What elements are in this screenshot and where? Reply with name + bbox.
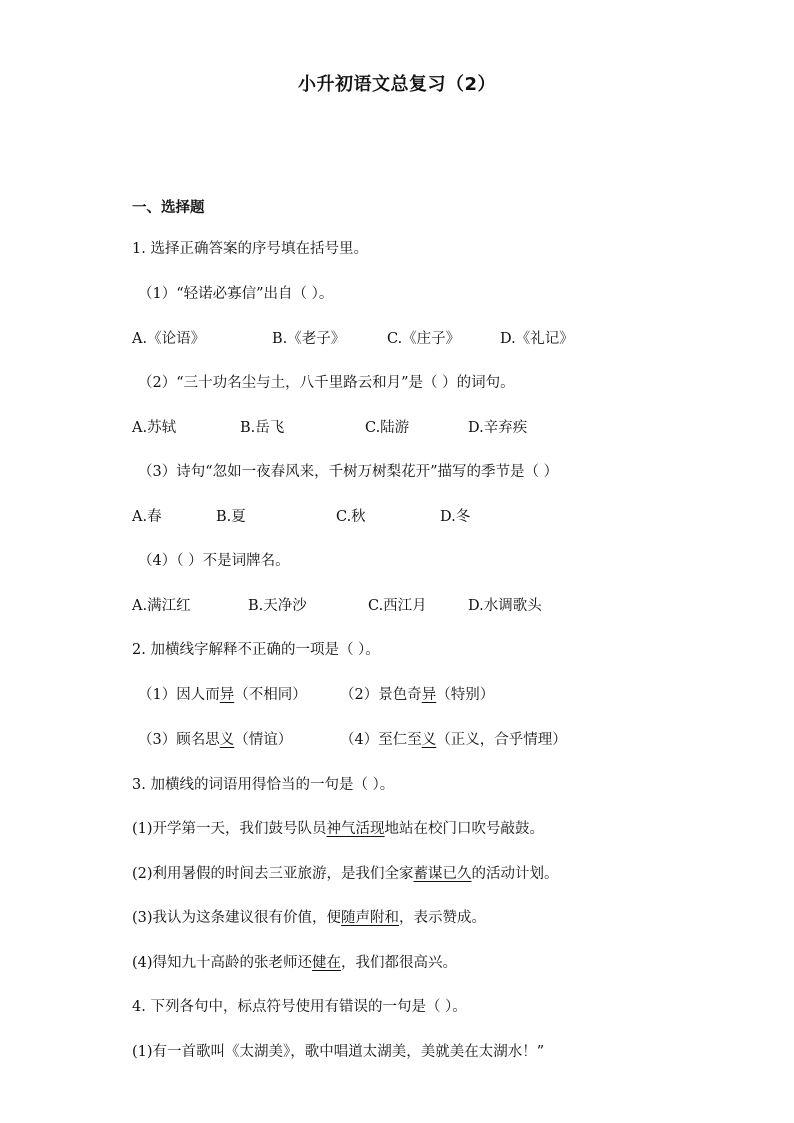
q1-sub4-option-d: D.水调歌头 [468, 598, 542, 614]
q1-sub3-option-b: B.夏 [216, 509, 246, 525]
underlined-char: 异 [421, 687, 437, 703]
q1-sub3-option-c: C.秋 [336, 509, 366, 525]
q1-sub4-option-c: C.西江月 [368, 598, 427, 614]
q1-sub2-option-c: C.陆游 [365, 420, 410, 436]
underlined-phrase: 神气活现 [326, 821, 385, 837]
question-1-stem: 1. 选择正确答案的序号填在括号里。 [132, 241, 368, 257]
question-2-stem: 2. 加横线字解释不正确的一项是（ ）。 [132, 642, 380, 658]
underlined-phrase: 随声附和 [341, 910, 400, 926]
q2-option-3: （3）顾名思义（情谊） [138, 732, 293, 748]
page-title: 小升初语文总复习（2） [297, 74, 497, 95]
q4-option-1: (1)有一首歌叫《太湖美》，歌中唱道太湖美，美就美在太湖水！” [132, 1044, 545, 1060]
question-4-stem: 4. 下列各句中，标点符号使用有错误的一句是（ ）。 [132, 999, 467, 1015]
q1-sub1-option-a: A.《论语》 [132, 331, 206, 347]
q2-option-4: （4）至仁至义（正义，合乎情理） [340, 732, 567, 748]
q3-option-1: (1)开学第一天，我们鼓号队员神气活现地站在校门口吹号敲鼓。 [132, 821, 545, 837]
q1-sub4-option-b: B.天净沙 [248, 598, 307, 614]
q1-sub2-option-a: A.苏轼 [132, 420, 177, 436]
q1-sub3-option-d: D.冬 [440, 509, 471, 525]
question-3-stem: 3. 加横线的词语用得恰当的一句是（ ）。 [132, 777, 395, 793]
q1-sub1-option-d: D.《礼记》 [500, 331, 574, 347]
q3-option-3: (3)我认为这条建议很有价值，便随声附和，表示赞成。 [132, 910, 487, 926]
underlined-char: 异 [219, 687, 235, 703]
q1-sub4-option-a: A.满江红 [132, 598, 191, 614]
q2-option-2: （2）景色奇异（特别） [340, 687, 495, 703]
q3-option-4: (4)得知九十高龄的张老师还健在，我们都很高兴。 [132, 955, 458, 971]
q1-sub3-option-a: A.春 [132, 509, 162, 525]
q1-sub1-option-b: B.《老子》 [272, 331, 346, 347]
q1-sub4: （4）（ ）不是词牌名。 [138, 553, 290, 569]
section-heading: 一、选择题 [132, 200, 205, 216]
q2-option-1: （1）因人而异（不相同） [138, 687, 307, 703]
underlined-phrase: 健在 [312, 955, 342, 971]
q1-sub1-option-c: C.《庄子》 [387, 331, 461, 347]
underlined-char: 义 [219, 732, 235, 748]
q1-sub1: （1）“轻诺必寡信”出自（ ）。 [138, 286, 334, 302]
q1-sub3: （3）诗句“忽如一夜春风来，千树万树梨花开”描写的季节是（ ） [138, 464, 559, 480]
underlined-char: 义 [421, 732, 437, 748]
q1-sub2-option-d: D.辛弃疾 [468, 420, 528, 436]
underlined-phrase: 蓄谋已久 [413, 866, 472, 882]
q1-sub2: （2）“三十功名尘与土，八千里路云和月”是（ ）的词句。 [138, 375, 515, 391]
q3-option-2: (2)利用暑假的时间去三亚旅游，是我们全家蓄谋已久的活动计划。 [132, 866, 559, 882]
q1-sub2-option-b: B.岳飞 [240, 420, 285, 436]
